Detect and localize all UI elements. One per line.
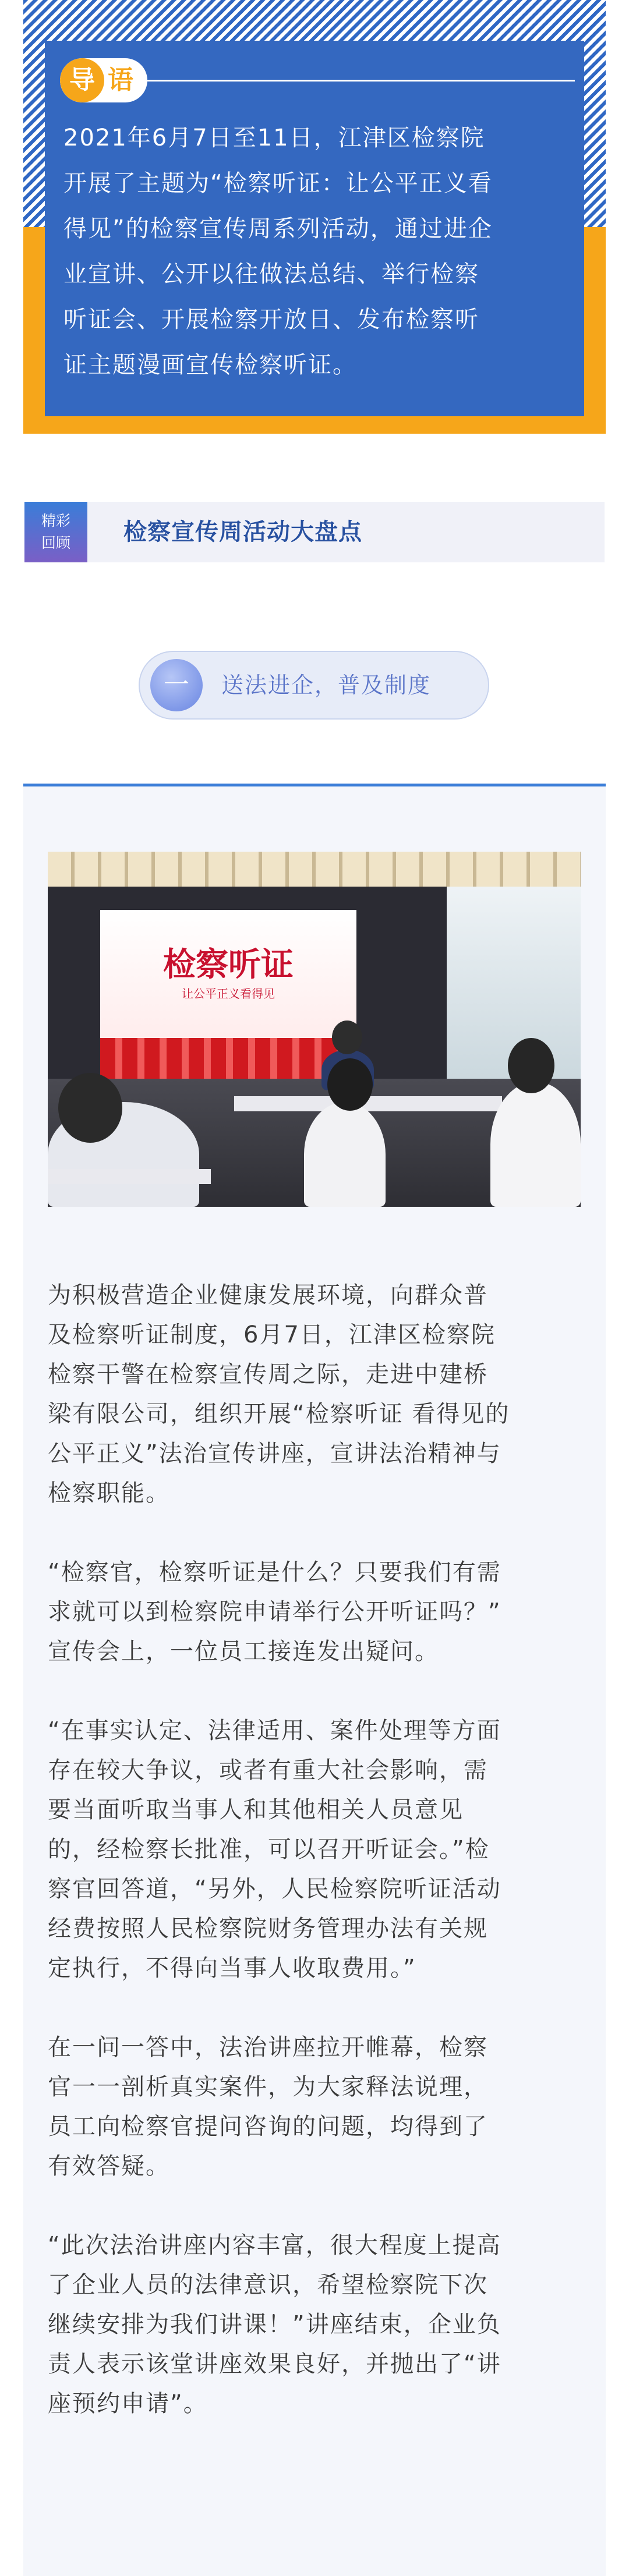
- article-text: [48, 1275, 581, 2463]
- article-paragraph: “检察官，检察听证是什么？只要我们有需 求就可以到检察院申请举行公开听证吗？” 宣传会上，一位员工接连发出疑问。: [48, 1559, 501, 1665]
- subsection-pill: [139, 651, 489, 720]
- subsection-number: 一: [150, 659, 203, 711]
- section-header: [24, 502, 605, 562]
- intro-divider-line: [147, 80, 575, 82]
- photo-attendee-3-head: [508, 1038, 554, 1093]
- subsection-label: 送法进企，普及制度: [221, 672, 432, 698]
- photo-front-table: [48, 1169, 211, 1184]
- intro-card: [45, 41, 584, 416]
- section-title: 检察宣传周活动大盘点: [123, 519, 362, 545]
- projection-screen: [100, 910, 356, 1085]
- intro-tag-char2: 语: [108, 65, 133, 95]
- section-tag-line2: 回顾: [41, 534, 70, 551]
- lecture-photo: [48, 852, 581, 1207]
- photo-speaker-head: [332, 1021, 362, 1054]
- photo-attendee-2: [304, 1102, 386, 1207]
- article-paragraph: “在事实认定、法律适用、案件处理等方面 存在较大争议，或者有重大社会影响，需 要当面听取当事人和其他相关人员意见 的，经检察长批准，可以召开听证会。”检 察官回答道，“另外，人民检察院听证活动 经费按照人民检察院财务管理办法有关规 定执行，不得向当事人收取费用。”: [48, 1717, 501, 1982]
- intro-text: 2021年6月7日至11日，江津区检察院 开展了主题为“检察听证：让公平正义看 得见”的检察宣传周系列活动，通过进企 业宣讲、公开以往做法总结、举行检察 听证会、开展检察开放日、发布检察听 证主题漫画宣传检察听证。: [63, 125, 493, 378]
- screen-subtitle: 让公平正义看得见: [182, 987, 275, 1001]
- section-tag-line1: 精彩: [41, 512, 70, 529]
- intro-tag: [60, 58, 147, 102]
- photo-attendee-1-head: [58, 1073, 122, 1143]
- article-paragraph: “此次法治讲座内容丰富，很大程度上提高 了企业人员的法律意识，希望检察院下次 继续安排为我们讲课！”讲座结束，企业负 责人表示该堂讲座效果良好，并抛出了“讲 座预约申请”。: [48, 2232, 501, 2417]
- article-paragraph: 在一问一答中，法治讲座拉开帷幕，检察 官一一剖析真实案件，为大家释法说理， 员工向检察官提问咨询的问题，均得到了 有效答疑。: [48, 2034, 488, 2180]
- photo-attendee-3: [490, 1082, 581, 1207]
- screen-title: 检察听证: [163, 946, 294, 984]
- intro-tag-char1: 导: [69, 65, 95, 95]
- section-tag: [24, 502, 87, 562]
- article-paragraph: 为积极营造企业健康发展环境，向群众普 及检察听证制度，6月7日，江津区检察院 检察干警在检察宣传周之际，走进中建桥 梁有限公司，组织开展“检察听证 看得见的 公平正义”法治宣传讲座，宣讲法治精神与 检察职能。: [48, 1282, 510, 1507]
- intro-frame: [23, 0, 606, 434]
- article-body: [23, 786, 606, 2576]
- screen-flags-decoration: [100, 1038, 356, 1085]
- photo-ceiling: [48, 852, 581, 887]
- photo-attendee-2-head: [327, 1058, 373, 1111]
